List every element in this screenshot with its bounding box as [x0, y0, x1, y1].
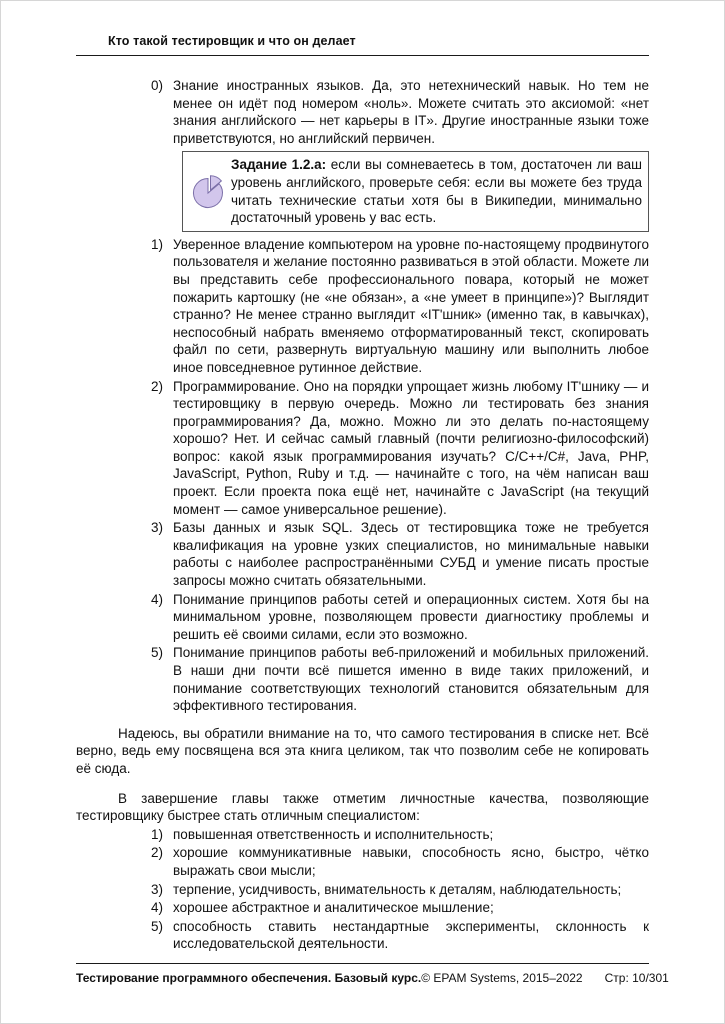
list-item-text: Понимание принципов работы веб-приложений и мобильных приложений. В наши дни почти всё пишется именно в виде таких приложений, и понимание соответствующих технологий становится обязательным для эффективного тестирования. — [173, 645, 649, 714]
qualities-list — [76, 826, 649, 953]
list-item-text: терпение, усидчивость, внимательность к деталям, наблюдательность; — [173, 881, 622, 897]
task-label: Задание 1.2.a: — [231, 157, 327, 173]
list-item — [151, 918, 649, 953]
task-text — [231, 156, 642, 226]
list-item-text: Базы данных и язык SQL. Здесь от тестировщика тоже не требуется квалификация на уровне узких специалистов, но минимальные навыки работы с наиболее распространёнными СУБД и умение писать простые запросы можно считать обязательными. — [173, 520, 649, 589]
list-item-text: Программирование. Оно на порядки упрощает жизнь любому IT'шнику — и тестировщику в первую очередь. Можно ли тестировать без знания программирования? Да, можно. Можно ли это делать по-настоящему хорошо? Нет. И сейчас самый главный (почти религиозно-философский) вопрос: какой язык программирования изучать? C/C++/C#, Java, PHP, JavaScript, Python, Ruby и т.д. — начинайте с того, на чём написан ваш проект. Если проекта пока ещё нет, начинайте с JavaScript (на текущий момент — самое универсальное решение). — [173, 378, 649, 517]
list-item — [151, 881, 649, 899]
note-paragraph: Надеюсь, вы обратили внимание на то, что самого тестирования в списке нет. Всё верно, ведь ему посвящена вся эта книга целиком, так что позволим себе не копировать её сюда. — [76, 725, 649, 776]
page-footer — [76, 963, 669, 985]
list-item-text: способность ставить нестандартные эксперименты, склонность к исследовательской деятельности. — [173, 918, 649, 952]
list-item — [151, 591, 649, 644]
list-item-number: 2) — [151, 378, 164, 394]
list-item — [151, 236, 649, 377]
list-item — [151, 844, 649, 879]
footer-copyright: © EPAM Systems, 2015–2022 — [421, 971, 583, 985]
task-body: если вы сомневаетесь в том, достаточен ли ваш уровень английского, проверьте себя: если вы можете без труда читать технические статьи хотя бы в Википедии, минимально достаточный уровень у вас есть. — [231, 157, 642, 226]
list-item — [151, 899, 649, 917]
list-item-text: хорошие коммуникативные навыки, способность ясно, быстро, чётко выражать свои мысли; — [173, 845, 649, 878]
skills-list-continued — [76, 236, 649, 715]
page-header — [76, 1, 649, 56]
list-item-number: 1) — [151, 826, 164, 842]
list-item — [151, 378, 649, 519]
list-item-number: 5) — [151, 645, 164, 661]
list-item — [151, 826, 649, 844]
list-item-text: Знание иностранных языков. Да, это нетехнический навык. Но тем не менее он идёт под номером «ноль». Можете считать это аксиомой: «нет знания английского — нет карьеры в IT». Другие иностранные языки тоже приветствуются, но английский первичен. — [173, 78, 649, 146]
footer-book-title: Тестирование программного обеспечения. Базовый курс. — [76, 971, 422, 985]
list-item-number: 3) — [151, 520, 164, 536]
task-box — [182, 151, 649, 231]
page-content — [76, 77, 649, 953]
list-item-number: 1) — [151, 236, 164, 252]
list-item — [151, 644, 649, 714]
list-item-number: 0) — [151, 78, 164, 93]
list-item-number: 3) — [151, 881, 164, 897]
list-item-text: Уверенное владение компьютером на уровне по-настоящему продвинутого пользователя и желание постоянно развиваться в этой области. Можете ли вы представить себе профессионального повара, который не может пожарить картошку (не «не обязан», а «не умеет в принципе»)? Выглядит странно? Не менее странно выглядит «IT'шник» (именно так, в кавычках), неспособный набрать вменяемо отформатированный текст, скопировать файл по сети, развернуть виртуальную машину или выполнить любое иное повседневное рутинное действие. — [173, 236, 649, 375]
list-item — [151, 519, 649, 589]
chapter-title: Кто такой тестировщик и что он делает — [108, 34, 356, 48]
footer-page-number: Стр: 10/301 — [604, 971, 669, 985]
list-item — [151, 77, 649, 147]
list-item-number: 4) — [151, 900, 164, 916]
list-item-number: 2) — [151, 845, 164, 861]
list-item-number: 4) — [151, 591, 164, 607]
pie-chart-icon — [187, 174, 231, 210]
list-item-text: хорошее абстрактное и аналитическое мышление; — [173, 900, 494, 916]
list-item-number: 5) — [151, 918, 164, 934]
list-item-text: Понимание принципов работы сетей и операционных систем. Хотя бы на минимальном уровне, позволяющем провести диагностику проблемы и решить её своими силами, если это возможно. — [173, 591, 649, 642]
list-item-text: повышенная ответственность и исполнительность; — [173, 826, 494, 842]
skills-list — [76, 77, 649, 147]
closing-intro-paragraph: В завершение главы также отметим личностные качества, позволяющие тестировщику быстрее стать отличным специалистом: — [76, 790, 649, 824]
